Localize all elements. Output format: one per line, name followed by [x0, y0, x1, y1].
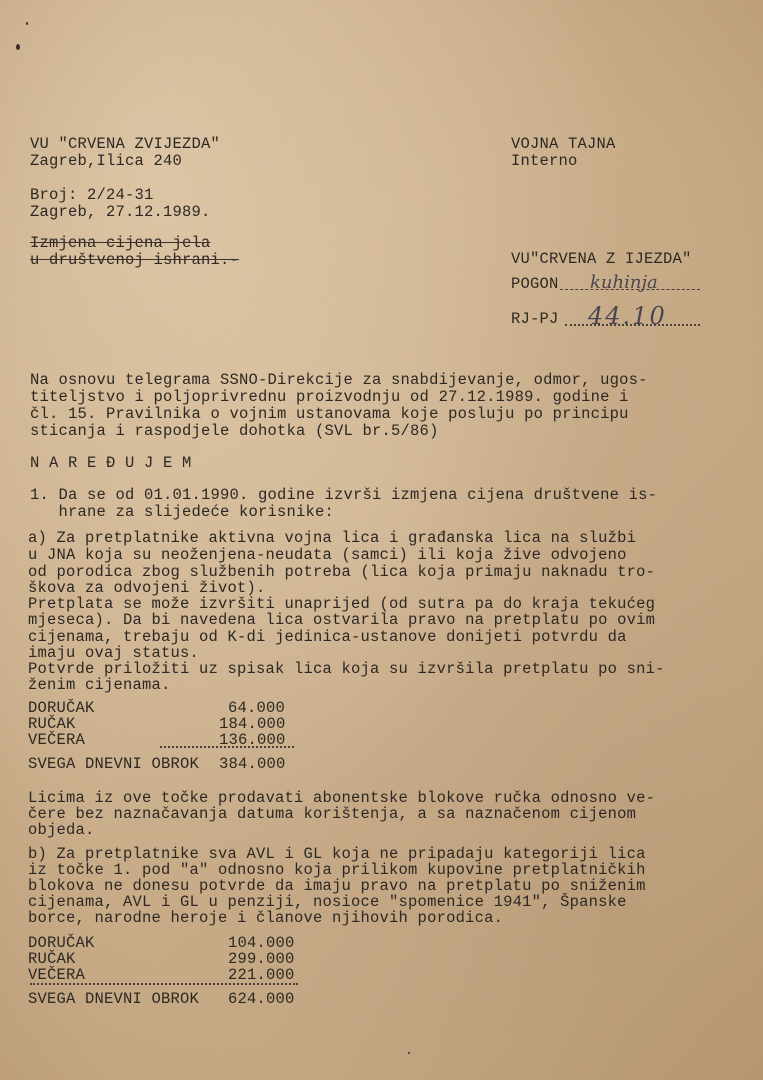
classification-scope: Interno — [511, 152, 578, 170]
price-a-value: 136.000 — [219, 731, 286, 749]
sale-line: objeda. — [28, 821, 95, 839]
para-a-line: škova za odvojeni život). — [28, 579, 266, 597]
sale-line: Licima iz ove točke prodavati abonentske blokove ručka odnosno ve- — [28, 789, 656, 807]
intro-line: čl. 15. Pravilnika o vojnim ustanovama koje posluju po principu — [30, 405, 629, 423]
stamp-rjpj-label: RJ-PJ — [511, 310, 559, 328]
para-a-line: u JNA koja su neoženjena-neudata (samci) ili koja žive odvojeno — [28, 546, 627, 564]
paper-speck — [16, 44, 20, 50]
subject-line-2: u društvenoj ishrani.- — [30, 251, 240, 269]
document-number: Broj: 2/24-31 — [30, 186, 154, 204]
para-a-line: a) Za pretplatnike aktivna vojna lica i građanska lica na službi — [28, 529, 637, 547]
classification: VOJNA TAJNA — [511, 135, 616, 153]
subject-line-1: Izmjena cijena jela — [30, 234, 211, 252]
para-a-line: od porodica zbog službenih potreba (lica koja primaju naknadu tro- — [28, 563, 656, 581]
para-a-line: cijenama, trebaju od K-di jedinica-ustanove donijeti potvrdu da — [28, 628, 627, 646]
point-1-line: hrane za slijedeće korisnike: — [30, 503, 335, 521]
document-date: Zagreb, 27.12.1989. — [30, 203, 211, 221]
para-b-line: cijenama, AVL i GL u penziji, nosioce "spomenice 1941", Španske — [28, 893, 627, 911]
total-b-label: SVEGA DNEVNI OBROK — [28, 990, 200, 1008]
price-a-label: DORUČAK — [28, 699, 95, 717]
total-b-value: 624.000 — [228, 990, 295, 1008]
price-b-value: 104.000 — [228, 934, 295, 952]
para-b-line: iz točke 1. pod "a" odnosno koja prilikom kupovine pretplatničkih — [28, 861, 646, 879]
para-b-line: borce, narodne heroje i članove njihovih porodica. — [28, 909, 504, 927]
stamp-org: VU"CRVENA Z IJEZDA" — [511, 250, 692, 268]
para-a-line: mjeseca). Da bi navedena lica ostvarila pravo na pretplatu po ovim — [28, 611, 656, 629]
para-b-line: blokova ne donesu potvrde da imaju pravo na pretplatu po sniženim — [28, 877, 646, 895]
price-b-label: VEČERA — [28, 966, 86, 984]
price-b-label: RUČAK — [28, 950, 76, 968]
total-a-label: SVEGA DNEVNI OBROK — [28, 755, 200, 773]
para-a-line: imaju ovaj status. — [28, 644, 200, 662]
intro-line: titeljstvo i poljoprivrednu proizvodnju od 27.12.1989. godine i — [30, 388, 629, 406]
org-name: VU "CRVENA ZVIJEZDA" — [30, 135, 221, 153]
price-a-label: RUČAK — [28, 715, 76, 733]
order-heading: N A R E Đ U J E M — [30, 454, 192, 472]
stamp-pogon-handwriting: kuhinja — [590, 272, 658, 293]
para-a-line: ženim cijenama. — [28, 676, 171, 694]
sum-line-b — [30, 983, 298, 985]
org-address: Zagreb,Ilica 240 — [30, 152, 183, 170]
sale-line: čere bez naznačavanja datuma korištenja, a sa naznačenom cijenom — [28, 805, 637, 823]
price-a-value: 184.000 — [219, 715, 286, 733]
intro-line: sticanja i raspodjele dohotka (SVL br.5/86) — [30, 422, 439, 440]
price-b-label: DORUČAK — [28, 934, 95, 952]
para-b-line: b) Za pretplatnike sva AVL i GL koja ne pripadaju kategoriji lica — [28, 845, 646, 863]
stamp-pogon-label: POGON — [511, 275, 559, 293]
price-b-value: 221.000 — [228, 966, 295, 984]
stamp-rjpj-handwriting: 44.10 — [588, 302, 667, 330]
point-1-line: 1. Da se od 01.01.1990. godine izvrši izmjena cijena društvene is- — [30, 486, 658, 504]
price-b-value: 299.000 — [228, 950, 295, 968]
total-a-value: 384.000 — [219, 755, 286, 773]
paper-speck — [26, 22, 28, 25]
price-a-value: 64.000 — [228, 699, 286, 717]
sum-line-a — [160, 746, 294, 748]
para-a-line: Pretplata se može izvršiti unaprijed (od sutra pa do kraja tekućeg — [28, 595, 656, 613]
price-a-label: VEČERA — [28, 731, 86, 749]
paper-speck — [408, 1052, 410, 1054]
para-a-line: Potvrde priložiti uz spisak lica koja su izvršila pretplatu po sni- — [28, 660, 665, 678]
intro-line: Na osnovu telegrama SSNO-Direkcije za snabdijevanje, odmor, ugos- — [30, 371, 648, 389]
